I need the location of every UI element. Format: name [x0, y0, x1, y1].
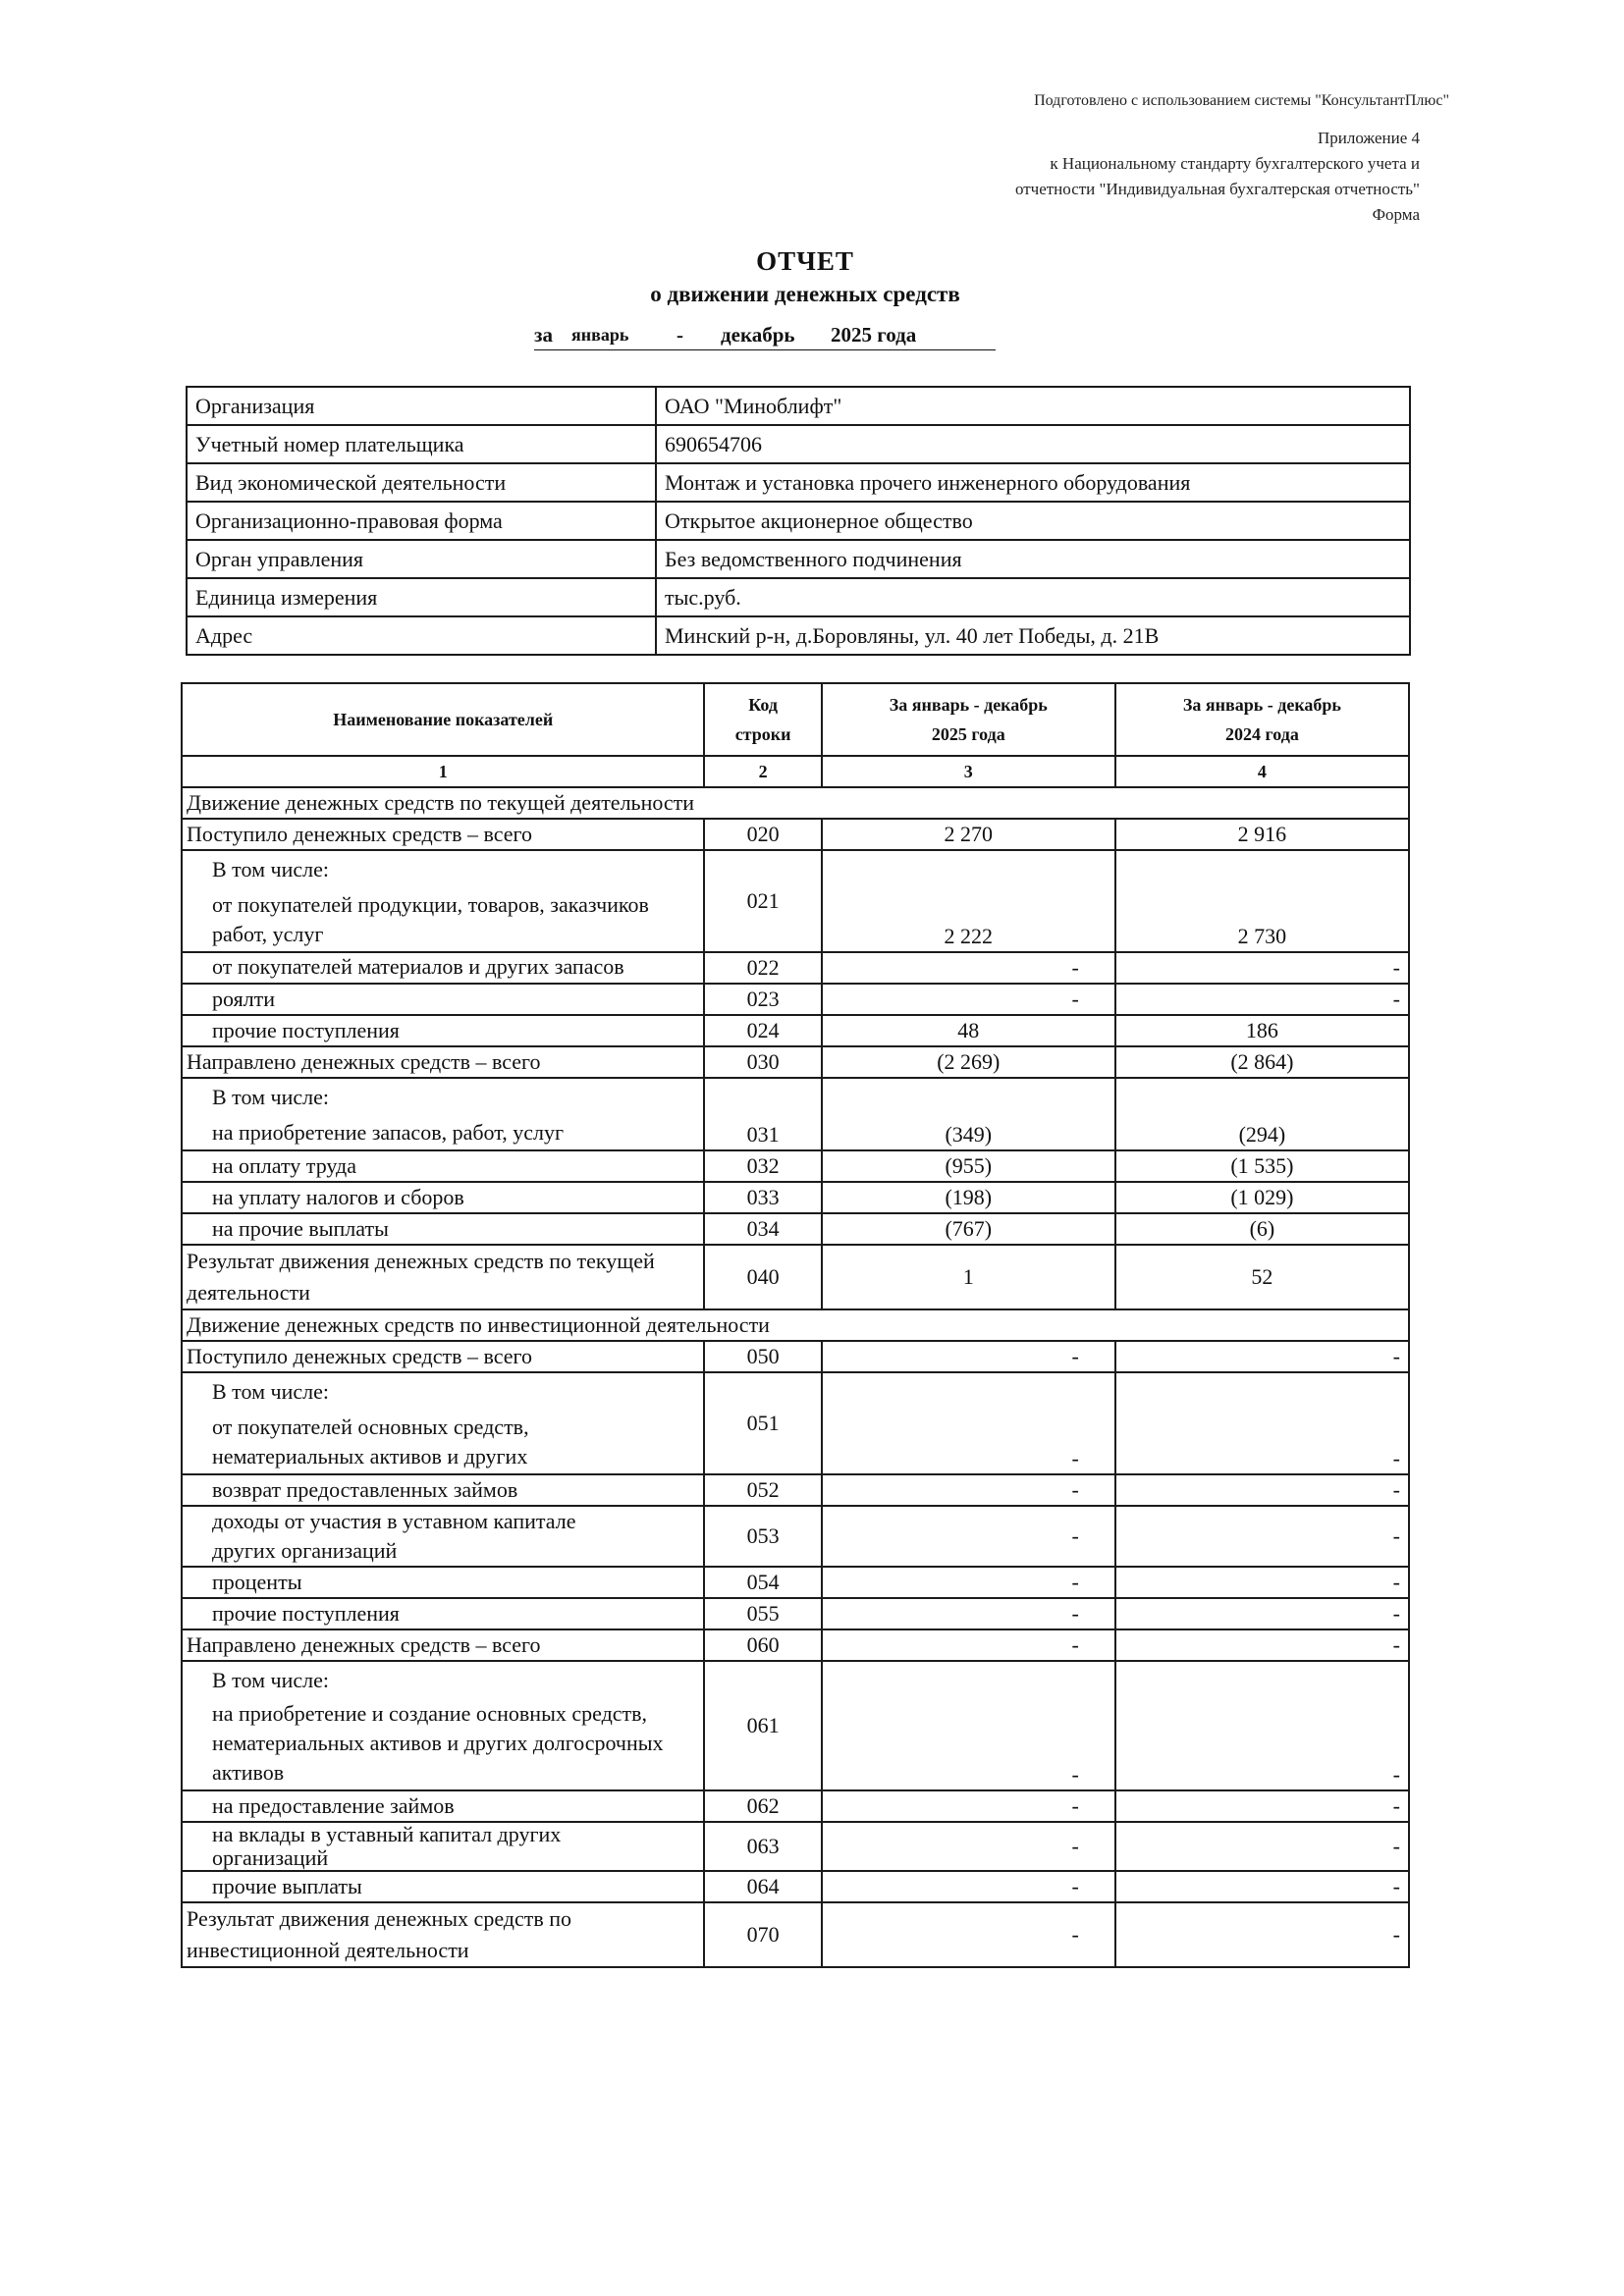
info-row [187, 425, 1410, 463]
section-title: Движение денежных средств по инвестиционной деятельности [182, 1309, 1409, 1341]
row-value-2024: (1 535) [1115, 1150, 1409, 1182]
row-code: 063 [704, 1822, 821, 1871]
row-value-2025: (2 269) [822, 1046, 1115, 1078]
row-code: 062 [704, 1790, 821, 1822]
row-name: проценты [182, 1567, 704, 1598]
info-row [187, 540, 1410, 578]
period-from: январь [571, 325, 629, 345]
row-value-2024: 2 730 [1115, 850, 1409, 952]
info-value: 690654706 [656, 425, 1410, 463]
row-name: Поступило денежных средств – всего [182, 1341, 704, 1372]
row-name: возврат предоставленных займов [182, 1474, 704, 1506]
row-value-2024: - [1115, 1372, 1409, 1474]
row-value-2024: - [1115, 1567, 1409, 1598]
appendix-line: Приложение 4 [1318, 129, 1420, 147]
in-that-number-label: В том числе: [212, 1085, 329, 1109]
header-col4-line: За январь - декабрь [1182, 695, 1341, 715]
table-row [182, 1629, 1409, 1661]
in-that-number-label: В том числе: [212, 1668, 329, 1692]
row-value-2025: - [822, 1598, 1115, 1629]
header-name: Наименование показателей [182, 683, 704, 756]
row-name: на оплату труда [182, 1150, 704, 1182]
row-value-2025: 2 222 [822, 850, 1115, 952]
appendix-line: отчетности "Индивидуальная бухгалтерская отчетность" [1014, 180, 1420, 198]
column-number: 1 [182, 756, 704, 787]
row-value-2025: - [822, 1506, 1115, 1567]
row-value-2025: - [822, 1474, 1115, 1506]
row-name: на предоставление займов [182, 1790, 704, 1822]
info-label: Адрес [187, 616, 656, 655]
row-value-2025: - [822, 984, 1115, 1015]
row-name-text: от покупателей основных средств, нематериальных активов и других [212, 1415, 529, 1468]
info-label: Организация [187, 387, 656, 425]
info-label: Учетный номер плательщика [187, 425, 656, 463]
row-code: 020 [704, 819, 821, 850]
table-row [182, 1790, 1409, 1822]
row-code: 064 [704, 1871, 821, 1902]
period-prefix: за [534, 323, 553, 347]
row-value-2025: - [822, 1372, 1115, 1474]
table-row [182, 1015, 1409, 1046]
info-label: Орган управления [187, 540, 656, 578]
table-row [182, 850, 1409, 952]
row-value-2025: 1 [822, 1245, 1115, 1309]
row-code: 053 [704, 1506, 821, 1567]
row-code: 051 [704, 1372, 821, 1474]
info-row [187, 616, 1410, 655]
section-row [182, 1309, 1409, 1341]
table-row [182, 1822, 1409, 1871]
row-value-2025: (767) [822, 1213, 1115, 1245]
table-row [182, 1213, 1409, 1245]
table-row [182, 1506, 1409, 1567]
table-row [182, 1341, 1409, 1372]
row-value-2024: - [1115, 1902, 1409, 1967]
table-row [182, 1046, 1409, 1078]
row-value-2025: - [822, 1661, 1115, 1790]
table-row [182, 1598, 1409, 1629]
report-title-block [550, 243, 1060, 310]
appendix-block [1015, 126, 1420, 228]
row-value-2025: - [822, 952, 1115, 984]
row-value-2024: - [1115, 952, 1409, 984]
table-row [182, 1245, 1409, 1309]
row-code: 022 [704, 952, 821, 984]
row-name: доходы от участия в уставном капитале других организаций [182, 1506, 704, 1567]
row-code: 040 [704, 1245, 821, 1309]
row-value-2025: - [822, 1871, 1115, 1902]
row-value-2025: (198) [822, 1182, 1115, 1213]
row-value-2024: - [1115, 1661, 1409, 1790]
table-row [182, 819, 1409, 850]
column-number: 2 [704, 756, 821, 787]
row-value-2024: - [1115, 1474, 1409, 1506]
row-value-2024: - [1115, 1629, 1409, 1661]
table-row [182, 1474, 1409, 1506]
row-code: 023 [704, 984, 821, 1015]
column-number: 4 [1115, 756, 1409, 787]
row-value-2024: (1 029) [1115, 1182, 1409, 1213]
row-name [182, 850, 704, 952]
row-value-2024: - [1115, 1822, 1409, 1871]
table-row [182, 1182, 1409, 1213]
section-row [182, 787, 1409, 819]
header-code [704, 683, 821, 756]
row-name: прочие выплаты [182, 1871, 704, 1902]
row-value-2025: - [822, 1822, 1115, 1871]
row-name: Результат движения денежных средств по инвестиционной деятельности [182, 1902, 704, 1967]
row-code: 034 [704, 1213, 821, 1245]
table-row [182, 1150, 1409, 1182]
info-label: Организационно-правовая форма [187, 502, 656, 540]
row-value-2024: - [1115, 1341, 1409, 1372]
row-name: Поступило денежных средств – всего [182, 819, 704, 850]
info-row [187, 463, 1410, 502]
table-row [182, 1871, 1409, 1902]
row-value-2025: 48 [822, 1015, 1115, 1046]
table-header-row [182, 683, 1409, 756]
row-value-2025: - [822, 1629, 1115, 1661]
table-row [182, 1078, 1409, 1150]
row-value-2025: (349) [822, 1078, 1115, 1150]
row-value-2025: - [822, 1902, 1115, 1967]
cash-flow-table [181, 682, 1410, 1968]
row-name: на прочие выплаты [182, 1213, 704, 1245]
info-value: Без ведомственного подчинения [656, 540, 1410, 578]
row-code: 050 [704, 1341, 821, 1372]
row-code: 031 [704, 1078, 821, 1150]
row-code: 032 [704, 1150, 821, 1182]
header-col4 [1115, 683, 1409, 756]
column-number-row [182, 756, 1409, 787]
period-dash: - [677, 323, 683, 347]
row-code: 021 [704, 850, 821, 952]
table-row [182, 1372, 1409, 1474]
period-year: 2025 года [831, 323, 917, 347]
info-row [187, 387, 1410, 425]
appendix-line: к Национальному стандарту бухгалтерского учета и [1050, 154, 1420, 173]
header-code-line: строки [734, 724, 791, 744]
row-name [182, 1661, 704, 1790]
info-label: Единица измерения [187, 578, 656, 616]
organization-info-table [186, 386, 1411, 656]
row-value-2024: (2 864) [1115, 1046, 1409, 1078]
report-period [534, 320, 996, 350]
row-value-2024: 186 [1115, 1015, 1409, 1046]
row-name: Направлено денежных средств – всего [182, 1046, 704, 1078]
row-name [182, 1078, 704, 1150]
row-code: 030 [704, 1046, 821, 1078]
row-value-2024: (6) [1115, 1213, 1409, 1245]
report-title: ОТЧЕТ [756, 246, 854, 276]
row-code: 070 [704, 1902, 821, 1967]
row-value-2024: 2 916 [1115, 819, 1409, 850]
section-title: Движение денежных средств по текущей деятельности [182, 787, 1409, 819]
header-col3 [822, 683, 1115, 756]
info-label: Вид экономической деятельности [187, 463, 656, 502]
in-that-number-label: В том числе: [212, 857, 329, 881]
row-value-2025: - [822, 1341, 1115, 1372]
row-name: Направлено денежных средств – всего [182, 1629, 704, 1661]
row-value-2025: 2 270 [822, 819, 1115, 850]
table-row [182, 1567, 1409, 1598]
row-value-2025: - [822, 1790, 1115, 1822]
header-col4-line: 2024 года [1225, 724, 1299, 744]
row-name-text: на приобретение и создание основных средств, нематериальных активов и других долгосрочных активов [212, 1701, 664, 1785]
row-name: роялти [182, 984, 704, 1015]
in-that-number-label: В том числе: [212, 1379, 329, 1404]
row-name: от покупателей материалов и других запасов [182, 952, 704, 984]
row-name: прочие поступления [182, 1015, 704, 1046]
row-value-2024: - [1115, 1506, 1409, 1567]
header-col3-line: 2025 года [931, 724, 1005, 744]
row-name: Результат движения денежных средств по текущей деятельности [182, 1245, 704, 1309]
row-name: прочие поступления [182, 1598, 704, 1629]
row-value-2025: - [822, 1567, 1115, 1598]
prepared-note: Подготовлено с использованием системы "КонсультантПлюс" [1034, 92, 1449, 109]
table-row [182, 1902, 1409, 1967]
row-code: 052 [704, 1474, 821, 1506]
period-to: декабрь [721, 323, 795, 347]
row-code: 060 [704, 1629, 821, 1661]
row-value-2024: (294) [1115, 1078, 1409, 1150]
info-value: Монтаж и установка прочего инженерного оборудования [656, 463, 1410, 502]
table-row [182, 984, 1409, 1015]
info-value: тыс.руб. [656, 578, 1410, 616]
table-row [182, 952, 1409, 984]
table-row [182, 1661, 1409, 1790]
row-code: 054 [704, 1567, 821, 1598]
header-code-line: Код [748, 695, 778, 715]
info-row [187, 502, 1410, 540]
row-name: на уплату налогов и сборов [182, 1182, 704, 1213]
row-value-2024: 52 [1115, 1245, 1409, 1309]
row-name [182, 1372, 704, 1474]
row-value-2024: - [1115, 1598, 1409, 1629]
row-value-2025: (955) [822, 1150, 1115, 1182]
report-subtitle: о движении денежных средств [650, 282, 960, 306]
appendix-line: Форма [1372, 205, 1420, 224]
row-name-text: от покупателей продукции, товаров, заказчиков работ, услуг [212, 892, 649, 946]
row-code: 024 [704, 1015, 821, 1046]
column-number: 3 [822, 756, 1115, 787]
info-value: Открытое акционерное общество [656, 502, 1410, 540]
row-code: 061 [704, 1661, 821, 1790]
info-value: Минский р-н, д.Боровляны, ул. 40 лет Победы, д. 21В [656, 616, 1410, 655]
row-value-2024: - [1115, 1871, 1409, 1902]
row-value-2024: - [1115, 984, 1409, 1015]
row-value-2024: - [1115, 1790, 1409, 1822]
info-row [187, 578, 1410, 616]
row-name: на вклады в уставный капитал других организаций [182, 1822, 704, 1871]
info-value: ОАО "Миноблифт" [656, 387, 1410, 425]
row-name-text: на приобретение запасов, работ, услуг [212, 1120, 564, 1145]
row-code: 033 [704, 1182, 821, 1213]
header-col3-line: За январь - декабрь [889, 695, 1048, 715]
row-code: 055 [704, 1598, 821, 1629]
